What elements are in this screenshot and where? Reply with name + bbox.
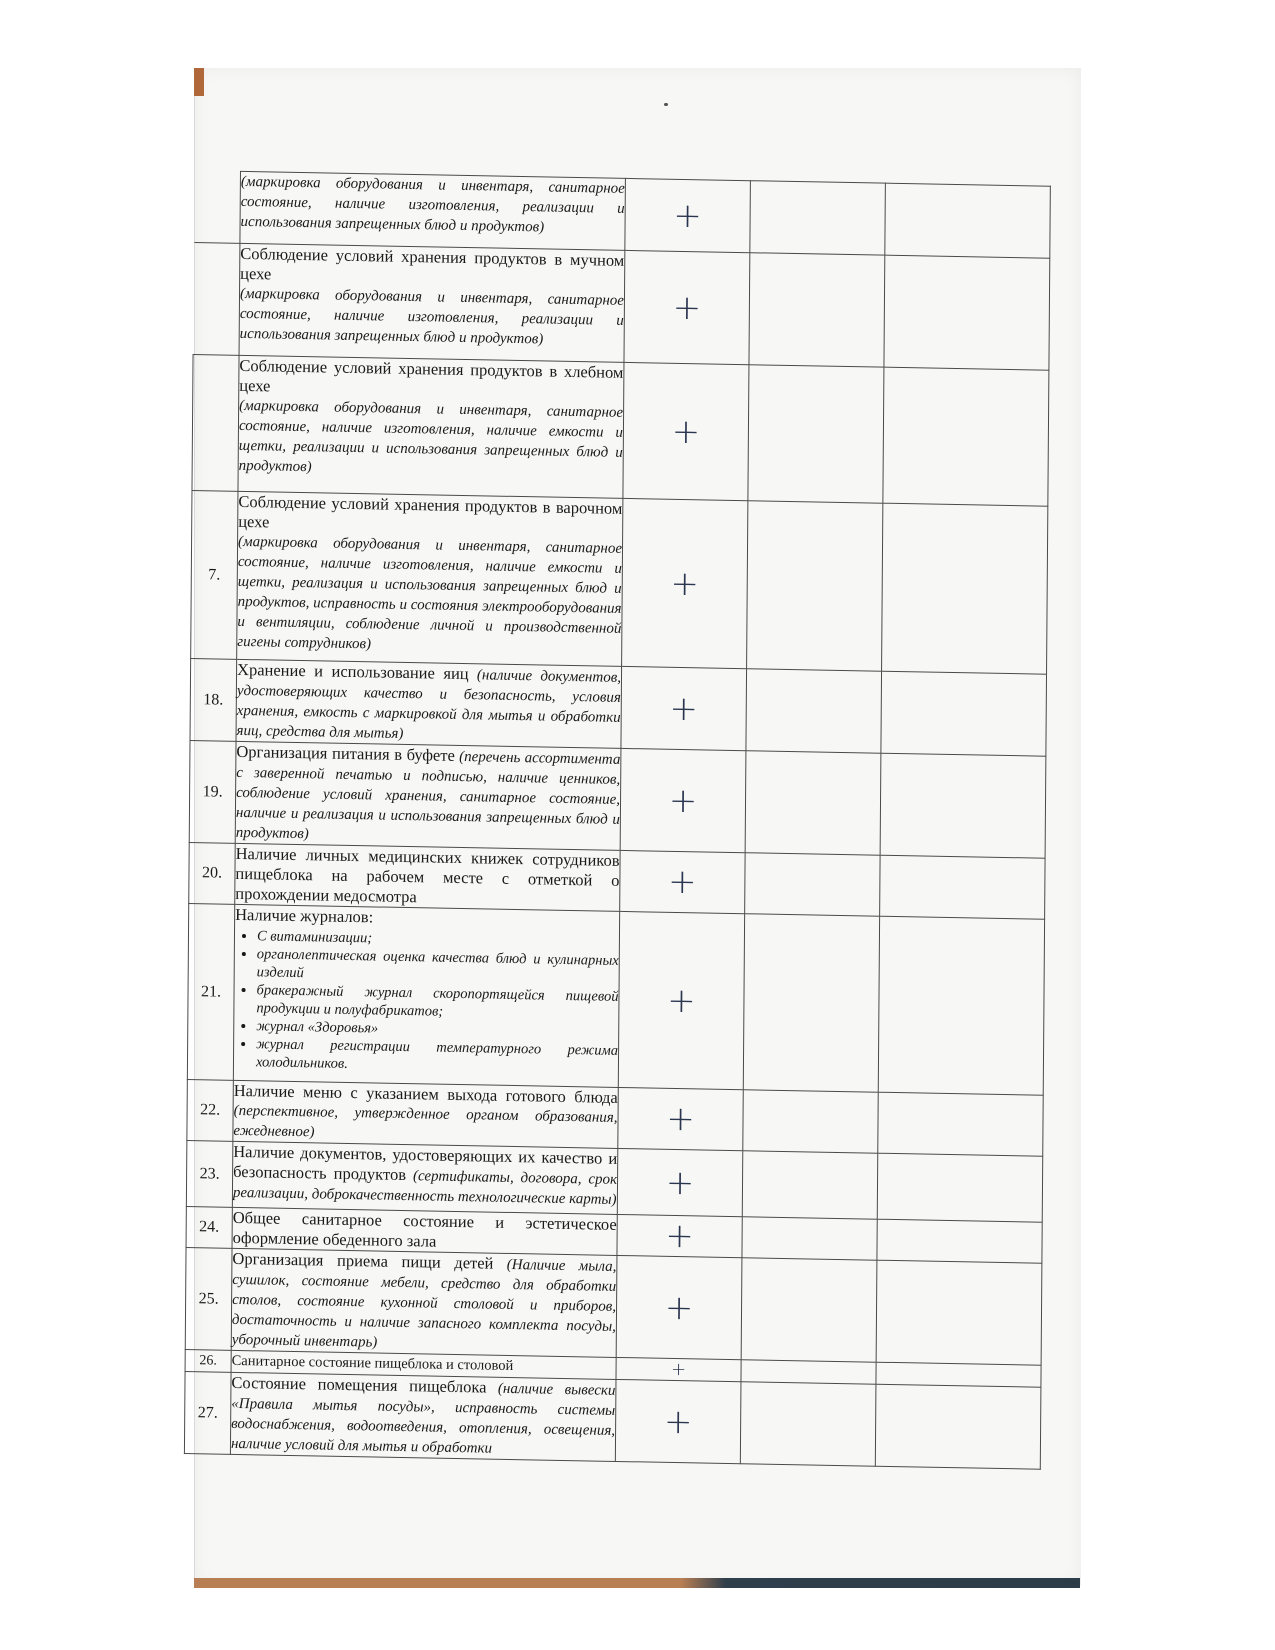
criterion-cell [230, 1372, 616, 1461]
checklist-table [184, 170, 1051, 1470]
criterion-cell [236, 659, 622, 748]
criterion-title: Соблюдение условий хранения продуктов в мучном цехе [240, 243, 625, 284]
criterion-title: Общее санитарное состояние и эстетическое оформление обеденного зала [232, 1207, 617, 1251]
check-mark: + [623, 362, 749, 500]
checklist-sheet [184, 170, 1050, 1470]
criterion-cell [231, 1248, 617, 1357]
criterion-title: Санитарное состояние пищеблока и столовой [231, 1352, 514, 1375]
empty-cell [742, 1217, 877, 1260]
row-number: 24. [186, 1207, 232, 1249]
list-item: • журнал «Здоровья» [256, 1017, 618, 1042]
paper-speck [664, 103, 668, 106]
check-mark: + [617, 1214, 742, 1257]
criterion-detail: (перечень ассортимента с заверенной печатью и подписью, наличие ценников, соблюдение условий хранения, санитарное состояние, наличие и реализация и использования запрещенных блюд и продуктов) [235, 748, 621, 843]
criterion-detail: (маркировка оборудования и инвентаря, санитарное состояние, наличие изготовления, реализации и использования запрещенных блюд и продуктов) [240, 173, 625, 236]
table-row [187, 904, 1044, 1096]
row-number [192, 355, 239, 492]
criterion-detail: (Наличие мыла, сушилок, состояние мебели, средство для обработки столов, состояние кухонной столовой и приборов, достаточность и наличие запасного комплекта посуды, уборочный инвентарь) [231, 1256, 617, 1351]
check-mark: + [620, 850, 745, 913]
row-number: 18. [190, 659, 237, 742]
empty-cell [877, 1153, 1042, 1222]
empty-cell [882, 503, 1048, 674]
criterion-title: Организация приема пищи детей [232, 1248, 494, 1273]
empty-cell [883, 367, 1049, 506]
row-number: 25. [185, 1248, 232, 1351]
check-mark: + [616, 1255, 742, 1359]
criterion-cell [237, 491, 623, 666]
empty-cell [750, 181, 886, 255]
list-item: • С витаминизации; [257, 927, 619, 952]
row-number [193, 243, 240, 356]
table-row [190, 659, 1047, 757]
list-item: • органолептическая оценка качества блюд и кулинарных изделий [257, 945, 619, 988]
criterion-cell [238, 355, 624, 498]
table-row [184, 1372, 1041, 1470]
empty-cell [743, 914, 879, 1092]
row-number [194, 171, 241, 244]
empty-cell [878, 916, 1044, 1095]
empty-cell [876, 1362, 1041, 1387]
row-number: 19. [189, 741, 236, 844]
table-row [193, 243, 1050, 371]
criterion-cell [240, 171, 626, 250]
row-number: 20. [189, 843, 235, 905]
criterion-title: Наличие документов, удостоверяющих их качество и безопасность продуктов [233, 1141, 618, 1185]
criterion-title: Наличие личных медицинских книжек сотрудников пищеблока на рабочем месте с отметкой о прохождении медосмотра [235, 843, 620, 907]
criterion-detail: (перспективное, утвержденное органом образования, ежедневное) [233, 1102, 618, 1141]
criterion-title: Соблюдение условий хранения продуктов в варочном цехе [238, 491, 623, 532]
check-mark: + [618, 1087, 743, 1150]
criterion-detail: (наличие документов, удостоверяющих качество и безопасность, условия хранения, емкость с маркировкой для мытья и обработки яиц, средства для мытья) [236, 667, 622, 742]
check-mark: + [617, 1148, 742, 1216]
empty-cell [884, 255, 1050, 370]
criterion-title: Наличие журналов: [235, 904, 374, 927]
criterion-detail: (маркировка оборудования и инвентаря, санитарное состояние, наличие изготовления, наличие емкости и щетки, реализации и использования запрещенных блюд и продуктов) [238, 397, 624, 476]
empty-cell [876, 1260, 1042, 1365]
criterion-detail: (маркировка оборудования и инвентаря, санитарное состояние, наличие изготовления, реализации и использования запрещенных блюд и продуктов) [239, 285, 625, 348]
criterion-cell [233, 1080, 618, 1148]
empty-cell [875, 1384, 1041, 1469]
desk-edge [194, 1578, 1080, 1588]
check-mark: + [615, 1379, 741, 1463]
check-mark: + [625, 178, 751, 252]
empty-cell [881, 671, 1047, 756]
criterion-cell [239, 243, 625, 362]
empty-cell [878, 1092, 1043, 1156]
criterion-title: Хранение и использование яиц [237, 659, 469, 684]
criterion-cell [233, 904, 619, 1087]
criterion-detail: (наличие вывески «Правила мытья посуды», исправность системы водоснабжения, водоотведения, отопления, освещения, наличие условий для мытья и обработки [230, 1380, 616, 1457]
empty-cell [745, 751, 881, 855]
empty-cell [743, 1090, 878, 1153]
check-mark: + [621, 666, 747, 750]
empty-cell [877, 1219, 1042, 1263]
table-row [189, 741, 1046, 859]
list-item: • бракеражный журнал скоропортящейся пищевой продукции и полуфабрикатов; [256, 981, 618, 1024]
empty-cell [885, 183, 1051, 258]
row-number: 21. [187, 904, 234, 1081]
row-number: 23. [186, 1141, 233, 1208]
check-mark: + [622, 498, 748, 668]
row-number: 27. [184, 1372, 231, 1455]
table-row [185, 1248, 1042, 1366]
criterion-title: Состояние помещения пищеблока [231, 1372, 487, 1397]
journal-list [234, 927, 619, 1078]
row-number: 7. [191, 491, 238, 660]
row-number: 22. [187, 1080, 233, 1142]
desk-corner [194, 68, 204, 96]
table-row [191, 491, 1048, 675]
list-item: • журнал регистрации температурного режима холодильников. [256, 1035, 618, 1078]
check-mark: + [616, 1357, 741, 1381]
criterion-detail: (сертификаты, договора, срок реализации, доброкачественность технологические карты) [232, 1168, 618, 1208]
criterion-cell [232, 1141, 617, 1214]
empty-cell [745, 853, 880, 916]
empty-cell [747, 501, 883, 671]
row-number: 26. [185, 1350, 231, 1373]
empty-cell [880, 855, 1045, 919]
criterion-cell [235, 843, 620, 911]
criterion-detail: (маркировка оборудования и инвентаря, санитарное состояние, наличие изготовления, наличие емкости и щетки, реализация и использования запрещенных блюд и продуктов, исправность и состояния электрооборудования и вентиляции, соблюдение личной и производственной гигены сотрудников) [237, 533, 623, 653]
empty-cell [746, 669, 882, 753]
criterion-title: Организация питания в буфете [236, 741, 455, 765]
empty-cell [740, 1382, 876, 1466]
criterion-cell [235, 741, 621, 850]
empty-cell [748, 365, 884, 503]
check-mark: + [624, 250, 750, 364]
empty-cell [749, 253, 885, 367]
check-mark: + [618, 911, 744, 1089]
empty-cell [741, 1360, 876, 1384]
criterion-title: Наличие меню с указанием выхода готового блюда [233, 1080, 618, 1107]
empty-cell [880, 753, 1046, 858]
table-row [192, 355, 1049, 507]
check-mark: + [620, 748, 746, 852]
criterion-cell [232, 1207, 617, 1255]
criterion-title: Соблюдение условий хранения продуктов в хлебном цехе [239, 355, 624, 396]
empty-cell [741, 1258, 877, 1362]
empty-cell [742, 1151, 877, 1219]
